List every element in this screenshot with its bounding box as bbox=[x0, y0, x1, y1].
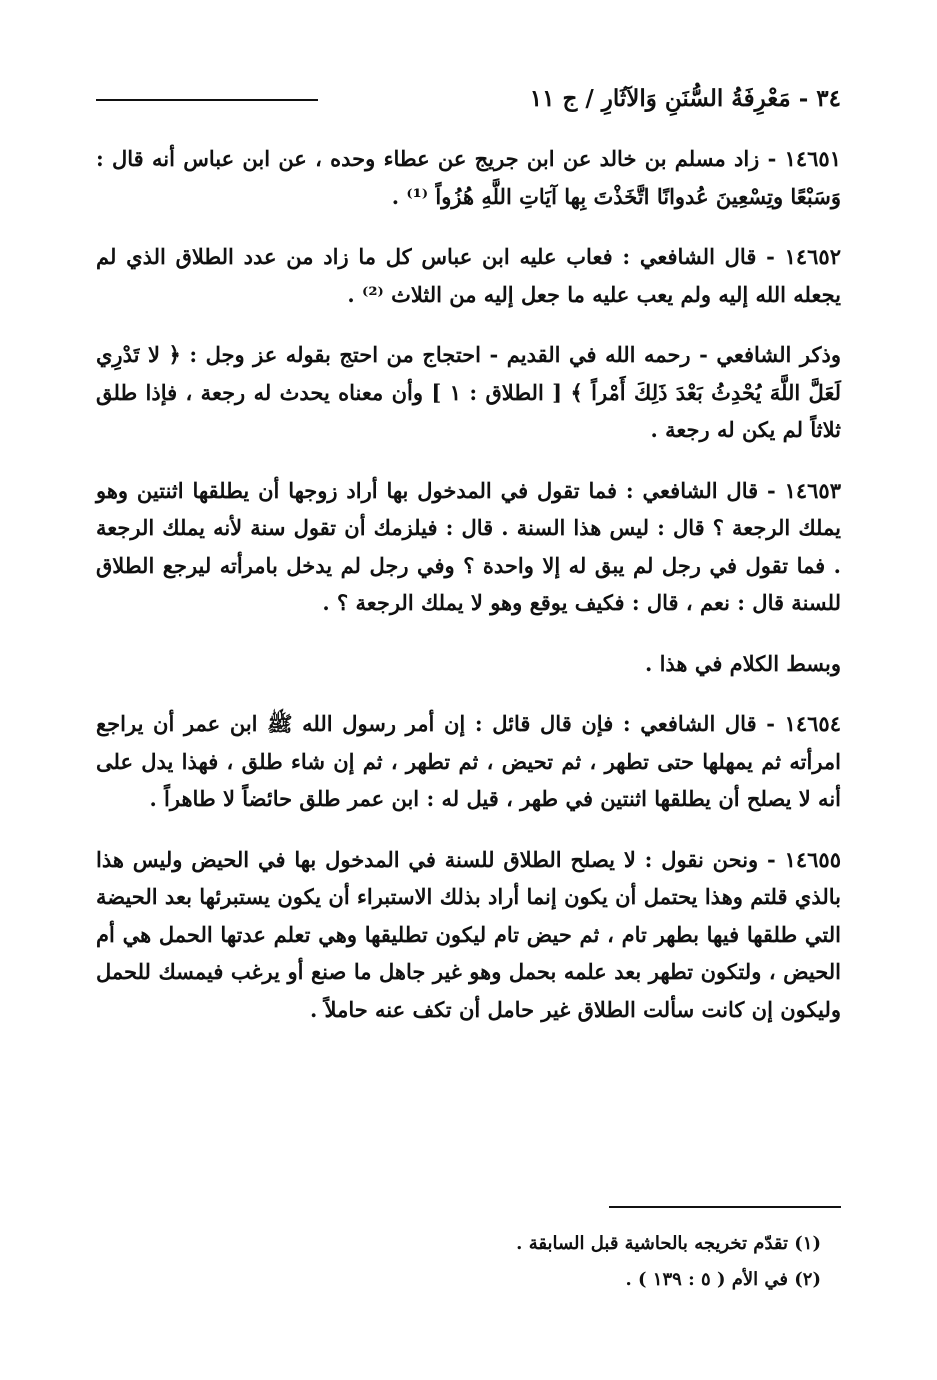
paragraph-14654: ١٤٦٥٤ - قال الشافعي : فإن قال قائل : إن أمر رسول الله ﷺ ابن عمر أن يراجع امرأته ثم يمهلها حتى تطهر ، ثم تحيض ، ثم تطهر ، ثم إن شاء طلق ، فهذا يدل على أنه لا يصلح أن يطلقها اثنتين في طهر ، قيل له : ابن عمر طلق حائضاً لا طاهراً . bbox=[96, 711, 841, 811]
footnote-2: (٢) في الأم ( ٥ : ١٣٩ ) . bbox=[625, 1269, 821, 1290]
footnote-1: (١) تقدّم تخريجه بالحاشية قبل السابقة . bbox=[516, 1233, 821, 1254]
footnote-rule bbox=[609, 1206, 841, 1208]
running-head: ٣٤ - مَعْرِفَةُ السُّنَنِ وَالآثَارِ / ج ١١ bbox=[529, 85, 841, 112]
paragraph-14655: ١٤٦٥٥ - ونحن نقول : لا يصلح الطلاق للسنة في المدخول بها في الحيض وليس هذا بالذي قلتم وهذا يحتمل أن يكون إنما أراد بذلك الاستبراء أن يكون يستبرئها بعد الحيضة التي طلقها فيها بطهر تام ، ثم حيض تام ليكون تطليقها وهي تعلم عدتها الحمل هي أم الحيض ، ولتكون تطهر بعد علمه بحمل وهو غير جاهل ما صنع أو يرغب فيمسك للحمل وليكون إن كانت سألت الطلاق غير حامل أن تكف عنه حاملاً . bbox=[96, 846, 841, 1022]
paragraph-basat: وبسط الكلام في هذا . bbox=[644, 650, 841, 676]
paragraph-14651: ١٤٦٥١ - زاد مسلم بن خالد عن ابن جريج عن عطاء وحده ، عن ابن عباس أنه قال : وَسَبْعًا وتِسْعِينَ عُدوانًا اتَّخَذْتَ بِها آيَاتِ اللَّهِ هُزُواً ⁽¹⁾ . bbox=[96, 146, 841, 209]
header-rule bbox=[96, 99, 318, 101]
paragraph-14652: ١٤٦٥٢ - قال الشافعي : فعاب عليه ابن عباس كل ما زاد من عدد الطلاق الذي لم يجعله الله إليه ولم يعب عليه ما جعل إليه من الثلاث ⁽²⁾ . bbox=[96, 244, 841, 307]
paragraph-shafii-qadim: وذكر الشافعي - رحمه الله في القديم - احتجاج من احتج بقوله عز وجل : ﴿ لا تَدْرِي لَعَلَّ اللَّهَ يُحْدِثُ بَعْدَ ذَلِكَ أَمْراً ﴾ [ الطلاق : ١ ] وأن معناه يحدث له رجعة ، فإذا طلق ثلاثاً لم يكن له رجعة . bbox=[96, 342, 841, 442]
paragraph-14653: ١٤٦٥٣ - قال الشافعي : فما تقول في المدخول بها أراد زوجها أن يطلقها اثنتين وهو يملك الرجعة ؟ قال : ليس هذا السنة . قال : فيلزمك أن تقول سنة لأنه يملك الرجعة . فما تقول في رجل لم يبق له إلا واحدة ؟ وفي رجل لم يدخل بامرأته ليرجع الطلاق للسنة قال : نعم ، قال : فكيف يوقع وهو لا يملك الرجعة ؟ . bbox=[96, 477, 841, 615]
page-header bbox=[96, 84, 841, 124]
footnotes bbox=[121, 1226, 821, 1298]
main-text bbox=[96, 140, 841, 1051]
